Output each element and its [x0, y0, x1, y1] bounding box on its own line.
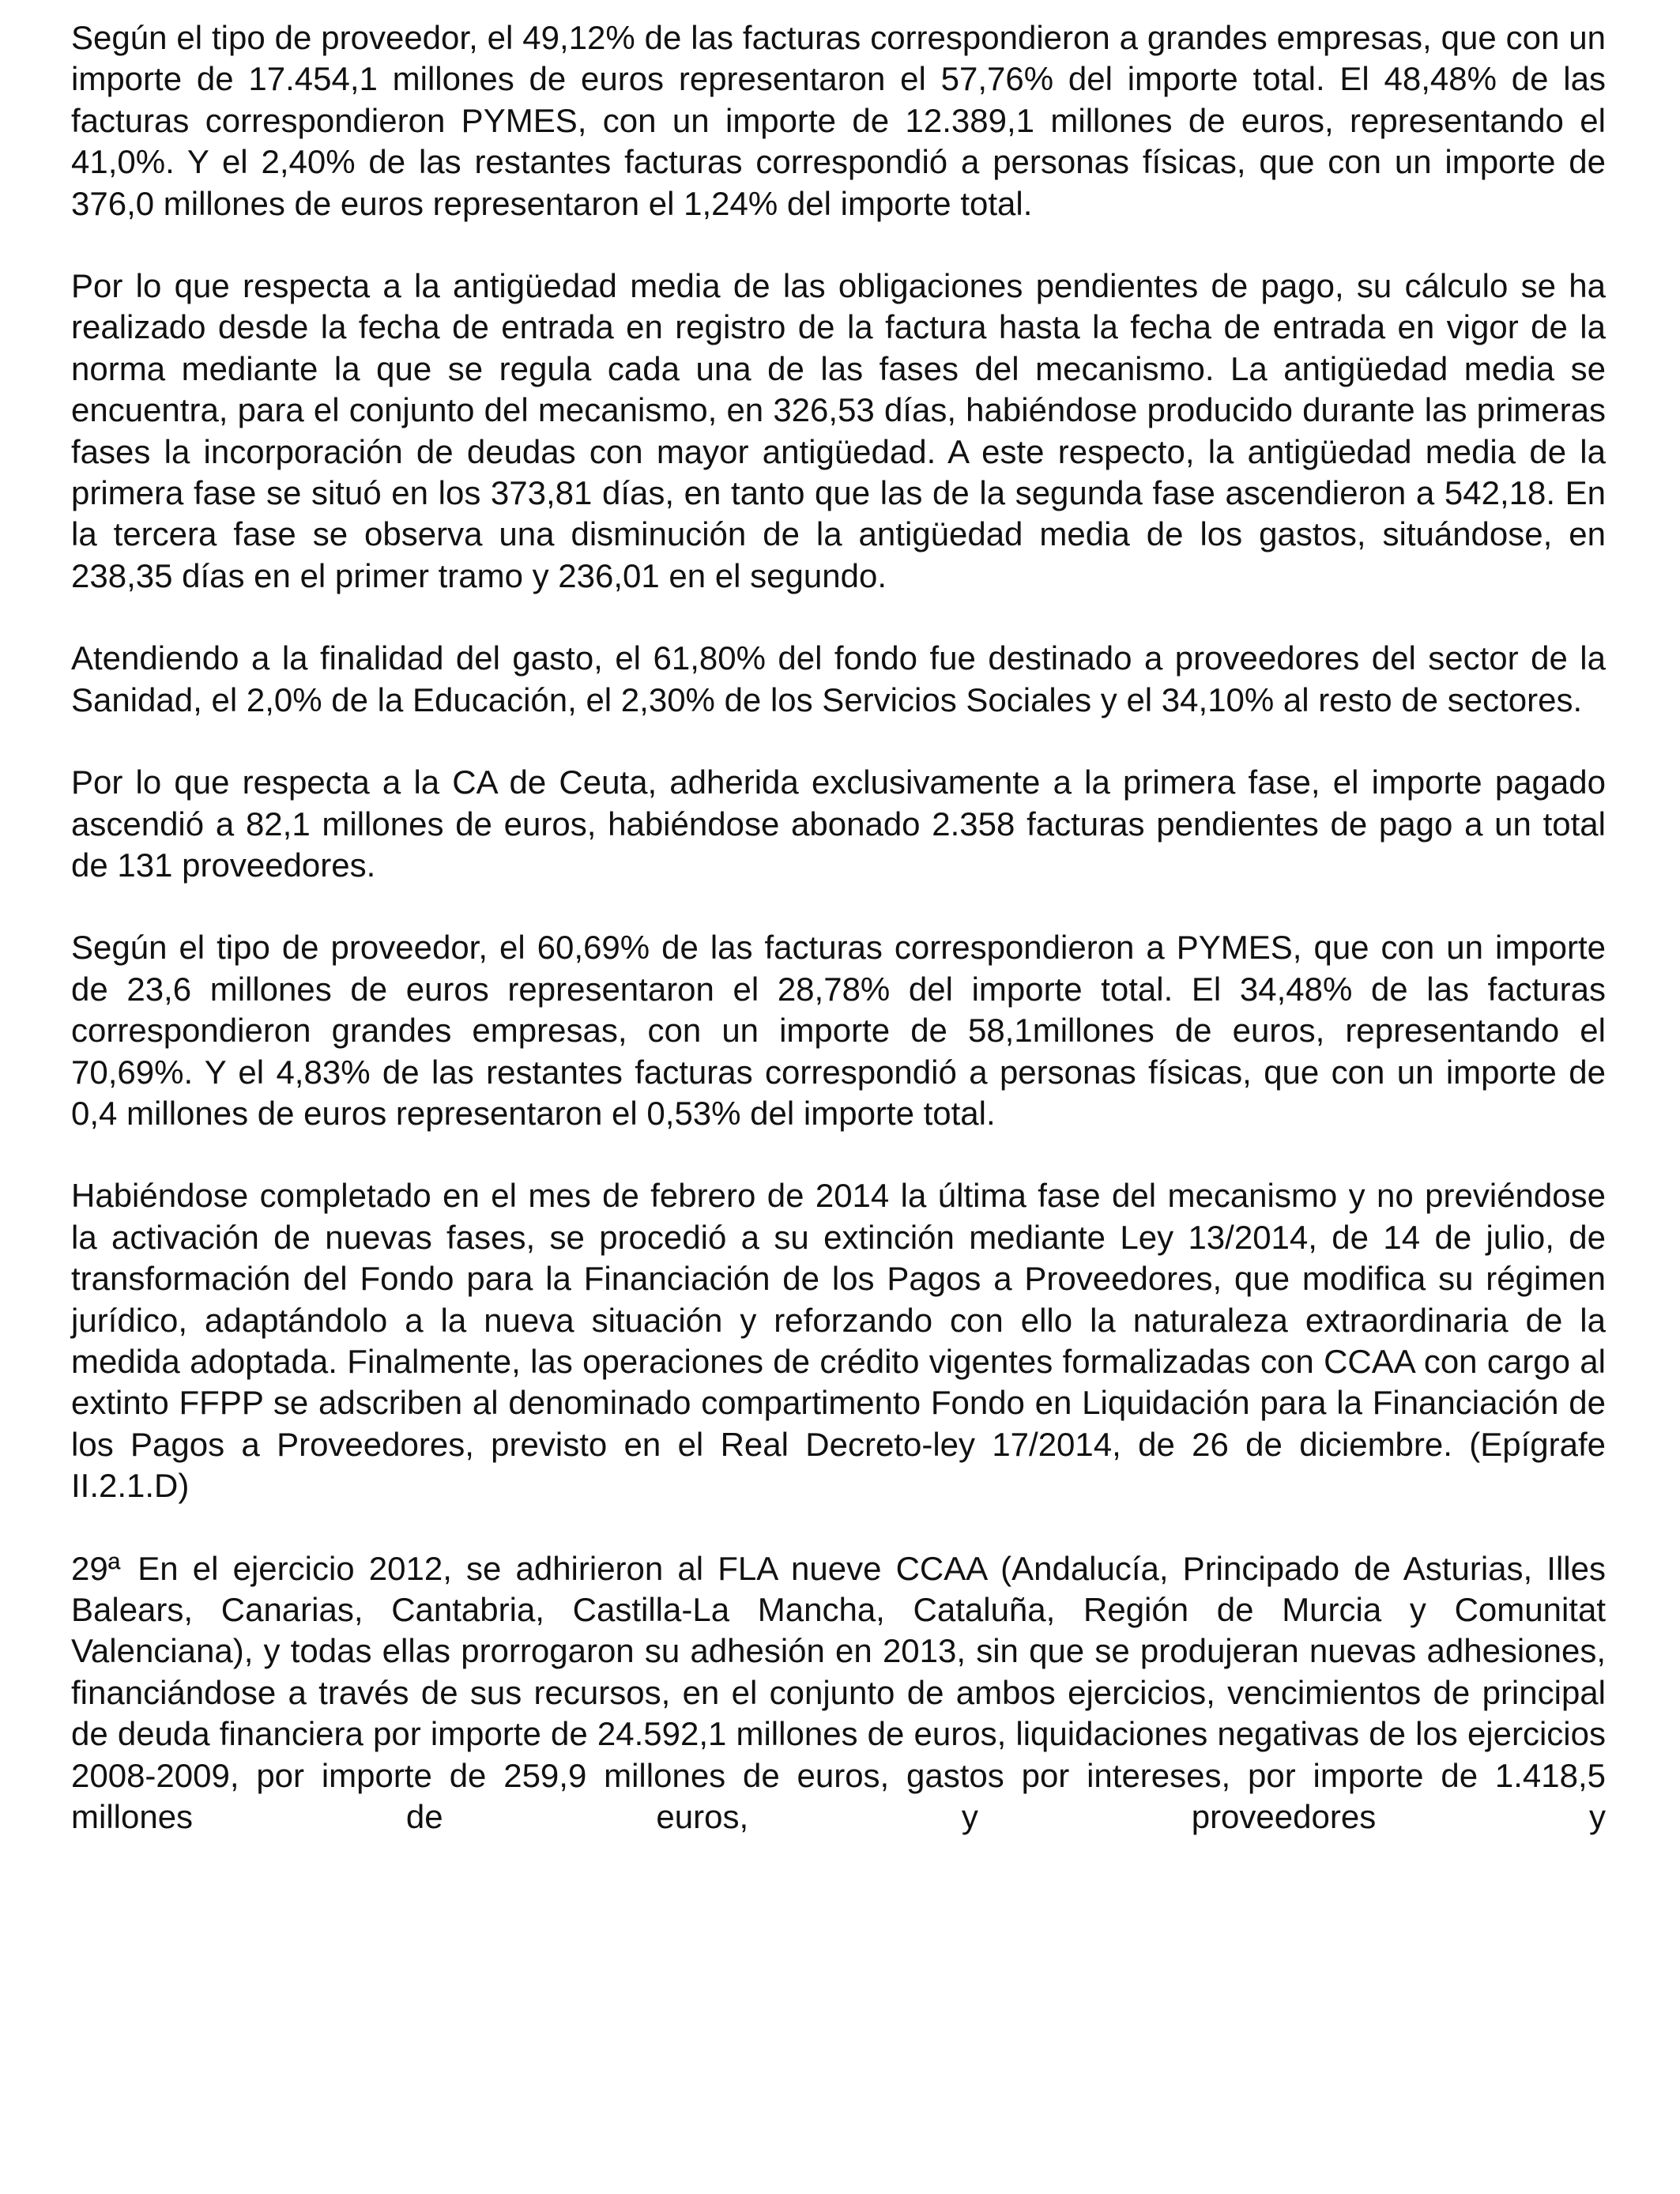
paragraph-extincion-ffpp: Habiéndose completado en el mes de febrero de 2014 la última fase del mecanismo y no previéndose la activación de nuevas fases, se procedió a su extinción mediante Ley 13/2014, de 14 de julio, de transformación del Fondo para la Financiación de los Pagos a Proveedores, que modifica su régimen jurídico, adaptándolo a la nueva situación y reforzando con ello la naturaleza extraordinaria de la medida adoptada. Finalmente, las operaciones de crédito vigentes formalizadas con CCAA con cargo al extinto FFPP se adscriben al denominado compartimento Fondo en Liquidación para la Financiación de los Pagos a Proveedores, previsto en el Real Decreto-ley 17/2014, de 26 de diciembre. (Epígrafe II.2.1.D) — [71, 1177, 1606, 1505]
paragraph-proveedores-tipo: Según el tipo de proveedor, el 49,12% de las facturas correspondieron a grandes empresas, que con un importe de 17.454,1 millones de euros representaron el 57,76% del importe total. El 48,48% de las facturas correspondieron PYMES, con un importe de 12.389,1 millones de euros, representando el 41,0%. Y el 2,40% de las restantes facturas correspondió a personas físicas, que con un importe de 376,0 millones de euros representaron el 1,24% del importe total. — [71, 19, 1606, 222]
paragraph-ceuta-tipo-proveedor: Según el tipo de proveedor, el 60,69% de las facturas correspondieron a PYMES, que con un importe de 23,6 millones de euros representaron el 28,78% del importe total. El 34,48% de las facturas correspondieron grandes empresas, con un importe de 58,1millones de euros, representando el 70,69%. Y el 4,83% de las restantes facturas correspondió a personas físicas, que con un importe de 0,4 millones de euros representaron el 0,53% del importe total. — [71, 929, 1606, 1132]
conclusion-29-text: En el ejercicio 2012, se adhirieron al FLA nueve CCAA (Andalucía, Principado de Asturias, Illes Balears, Canarias, Cantabria, Castilla-La Mancha, Cataluña, Región de Murcia y Comunitat Valenciana), y todas ellas prorrogaron su adhesión en 2013, sin que se produjeran nuevas adhesiones, financiándose a través de sus recursos, en el conjunto de ambos ejercicios, vencimientos de principal de deuda financiera por importe de 24.592,1 millones de euros, liquidaciones negativas de los ejercicios 2008-2009, por importe de 259,9 millones de euros, gastos por intereses, por importe de 1.418,5 millones de euros, y proveedores y — [71, 1549, 1606, 1836]
paragraph-antiguedad-media: Por lo que respecta a la antigüedad media de las obligaciones pendientes de pago, su cálculo se ha realizado desde la fecha de entrada en registro de la factura hasta la fecha de entrada en vigor de la norma mediante la que se regula cada una de las fases del mecanismo. La antigüedad media se encuentra, para el conjunto del mecanismo, en 326,53 días, habiéndose producido durante las primeras fases la incorporación de deudas con mayor antigüedad. A este respecto, la antigüedad media de la primera fase se situó en los 373,81 días, en tanto que las de la segunda fase ascendieron a 542,18. En la tercera fase se observa una disminución de la antigüedad media de los gastos, situándose, en 238,35 días en el primer tramo y 236,01 en el segundo. — [71, 267, 1606, 594]
paragraph-conclusion-29 — [71, 1548, 1606, 1838]
conclusion-number: 29ª — [71, 1549, 121, 1587]
document-page — [71, 17, 1606, 1838]
paragraph-finalidad-gasto: Atendiendo a la finalidad del gasto, el 61,80% del fondo fue destinado a proveedores del sector de la Sanidad, el 2,0% de la Educación, el 2,30% de los Servicios Sociales y el 34,10% al resto de sectores. — [71, 639, 1606, 718]
paragraph-ceuta: Por lo que respecta a la CA de Ceuta, adherida exclusivamente a la primera fase, el importe pagado ascendió a 82,1 millones de euros, habiéndose abonado 2.358 facturas pendientes de pago a un total de 131 proveedores. — [71, 763, 1606, 884]
